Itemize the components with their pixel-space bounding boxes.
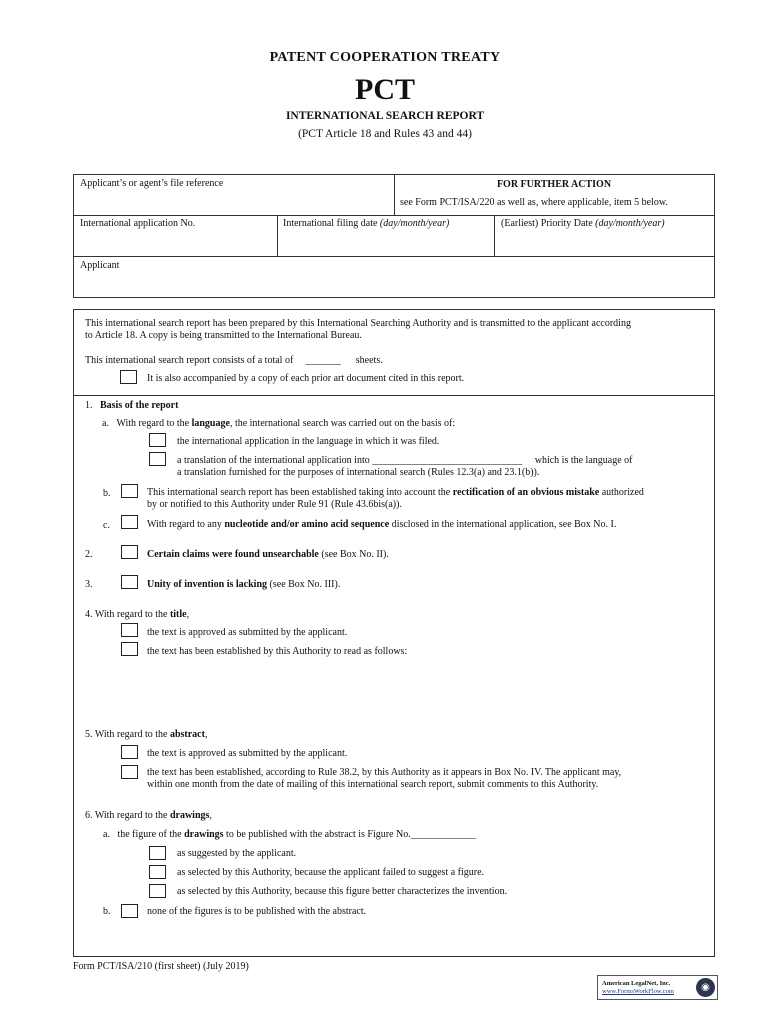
translation-language-field[interactable]: ______________________________ [372, 455, 523, 466]
item-1b-label: b. [103, 488, 111, 499]
form-identifier: Form PCT/ISA/210 (first sheet) (July 2019) [73, 961, 249, 972]
figure-suggested-text: as suggested by the applicant. [177, 848, 297, 859]
rectification-checkbox[interactable] [121, 484, 138, 498]
item-2-number: 2. [85, 549, 93, 560]
figure-number-field[interactable]: _____________ [410, 829, 476, 840]
language-original-checkbox[interactable] [149, 433, 166, 447]
intl-app-no-label: International application No. [80, 218, 196, 229]
report-subtitle: (PCT Article 18 and Rules 43 and 44) [298, 128, 472, 140]
title-approved-text: the text is approved as submitted by the applicant. [147, 627, 348, 638]
intro-line-2: to Article 18. A copy is being transmitted to the International Bureau. [85, 330, 362, 341]
item-3-number: 3. [85, 579, 93, 590]
translation-line-2: a translation furnished for the purposes of international search (Rules 12.3(a) and 23.1(b)). [177, 467, 540, 478]
unity-checkbox[interactable] [121, 575, 138, 589]
further-action-text: see Form PCT/ISA/220 as well as, where applicable, item 5 below. [400, 197, 668, 208]
filing-date-label: International filing date (day/month/year) [283, 218, 450, 229]
further-action-label: FOR FURTHER ACTION [496, 179, 612, 190]
unsearchable-text: Certain claims were found unsearchable (see Box No. II). [147, 549, 389, 560]
language-translation-checkbox[interactable] [149, 452, 166, 466]
abstract-established-line-1: the text has been established, according to Rule 38.2, by this Authority as it appears in Box No. IV. The applicant may, [147, 767, 622, 778]
figure-number-line: a. the figure of the drawings to be published with the abstract is Figure No._____________ [103, 829, 476, 840]
item-1c-label: c. [103, 520, 110, 531]
figure-authority-failed-text: as selected by this Authority, because the applicant failed to suggest a figure. [177, 867, 485, 878]
accompanied-checkbox[interactable] [120, 370, 137, 384]
sequence-text: With regard to any nucleotide and/or amino acid sequence disclosed in the international application, see Box No. I. [147, 519, 617, 530]
title-approved-checkbox[interactable] [121, 623, 138, 637]
no-figure-checkbox[interactable] [121, 904, 138, 918]
priority-date-label: (Earliest) Priority Date (day/month/year) [501, 218, 665, 229]
abstract-established-line-2: within one month from the date of mailing of this international search report, submit comments to this Authority. [147, 779, 599, 790]
item-6b-label: b. [103, 906, 111, 917]
rectification-line-1: This international search report has been established taking into account the rectification of an obvious mistake authorized [147, 487, 644, 498]
rectification-line-2: by or notified to this Authority under Rule 91 (Rule 43.6bis(a)). [147, 499, 402, 510]
report-body [73, 309, 715, 957]
header-info-box [73, 174, 715, 298]
treaty-title: PATENT COOPERATION TREATY [269, 50, 501, 65]
figure-authority-better-checkbox[interactable] [149, 884, 166, 898]
title-established-checkbox[interactable] [121, 642, 138, 656]
figure-authority-failed-checkbox[interactable] [149, 865, 166, 879]
title-heading: 4. With regard to the title, [85, 609, 190, 620]
publisher-name: American LegalNet, Inc. [602, 980, 671, 987]
translation-line-1: a translation of the international application into ______________________________ which is the language of [177, 455, 633, 466]
item-1a-text: a. With regard to the language, the international search was carried out on the basis of: [102, 418, 456, 429]
intro-line-1: This international search report has been prepared by this International Searching Authority and is transmitted to the applicant according [85, 318, 631, 329]
unity-text: Unity of invention is lacking (see Box No. III). [147, 579, 341, 590]
language-original-text: the international application in the language in which it was filed. [177, 436, 440, 447]
publisher-logo[interactable] [597, 975, 718, 1000]
figure-suggested-checkbox[interactable] [149, 846, 166, 860]
drawings-heading: 6. With regard to the drawings, [85, 810, 212, 821]
sequence-checkbox[interactable] [121, 515, 138, 529]
sheets-count-field[interactable]: _______ [305, 355, 341, 366]
pct-title: PCT [355, 73, 415, 106]
title-established-text: the text has been established by this Authority to read as follows: [147, 646, 408, 657]
publisher-url[interactable]: www.FormsWorkFlow.com [602, 988, 674, 995]
file-reference-label: Applicant’s or agent’s file reference [80, 178, 224, 189]
unsearchable-checkbox[interactable] [121, 545, 138, 559]
basis-heading: 1. Basis of the report [85, 400, 179, 411]
globe-icon: ◉ [696, 978, 715, 997]
applicant-label: Applicant [80, 260, 120, 271]
abstract-heading: 5. With regard to the abstract, [85, 729, 208, 740]
sheets-line: This international search report consists of a total of _______ sheets. [85, 355, 383, 366]
abstract-approved-checkbox[interactable] [121, 745, 138, 759]
figure-authority-better-text: as selected by this Authority, because this figure better characterizes the invention. [177, 886, 508, 897]
report-title: INTERNATIONAL SEARCH REPORT [285, 110, 485, 122]
abstract-approved-text: the text is approved as submitted by the applicant. [147, 748, 348, 759]
no-figure-text: none of the figures is to be published with the abstract. [147, 906, 367, 917]
abstract-established-checkbox[interactable] [121, 765, 138, 779]
accompanied-text: It is also accompanied by a copy of each prior art document cited in this report. [147, 373, 465, 384]
